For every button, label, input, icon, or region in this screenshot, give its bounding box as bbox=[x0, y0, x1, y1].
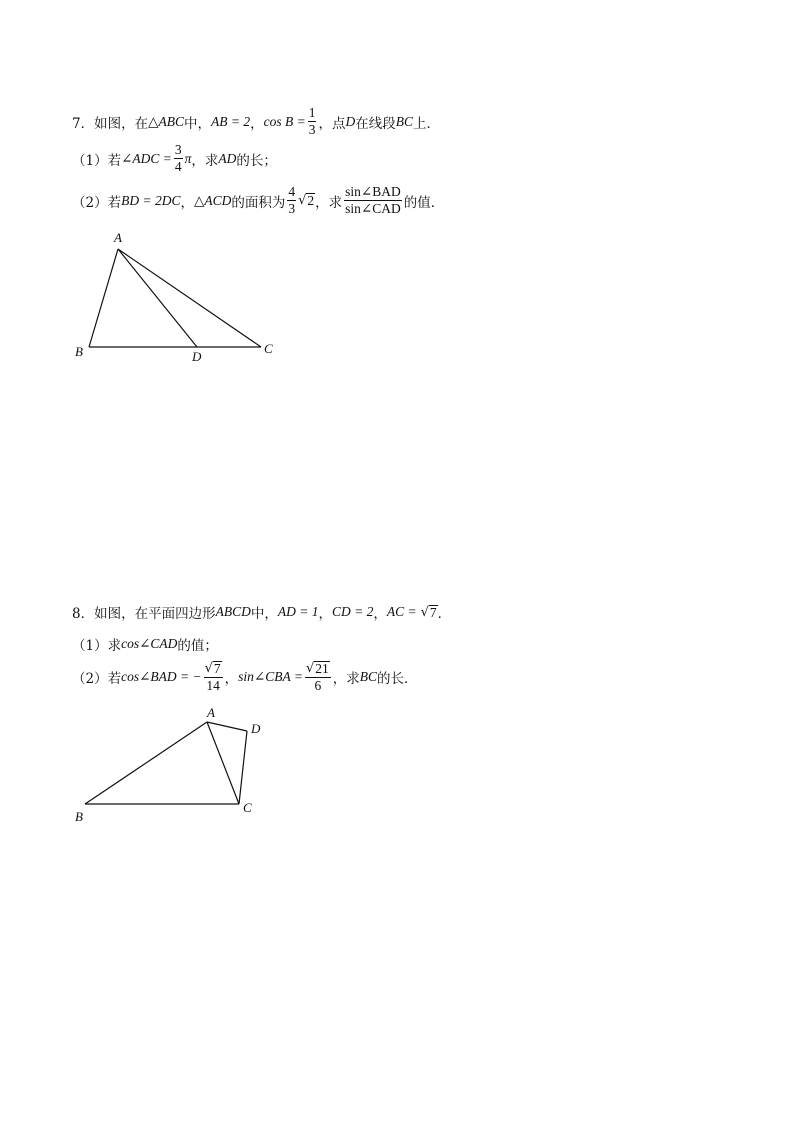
comma: ， bbox=[224, 671, 239, 687]
sin-cba-equation: sin∠CBA = bbox=[238, 669, 303, 684]
problem8-part2 bbox=[72, 661, 418, 693]
comma: ， bbox=[318, 606, 332, 622]
cos-cad: cos∠CAD bbox=[121, 636, 178, 651]
vertex-label-c: C bbox=[243, 800, 252, 815]
problem7-figure bbox=[70, 225, 290, 370]
vertex-label-c: C bbox=[264, 341, 273, 356]
vertex-label-d: D bbox=[192, 349, 202, 364]
radical-sign: √ bbox=[298, 193, 307, 208]
segment-text: 在线段 bbox=[355, 115, 396, 132]
part2-label: （2）若 bbox=[72, 194, 122, 211]
radicand: 2 bbox=[307, 193, 315, 208]
fraction-denominator: 3 bbox=[288, 201, 296, 216]
angle-adc: ∠ADC = bbox=[121, 150, 172, 166]
sine-ratio-fraction bbox=[344, 185, 402, 216]
radical-sign: √ bbox=[204, 661, 213, 676]
part2-label: （2）若 bbox=[72, 671, 122, 687]
segment-ad: AD bbox=[218, 150, 237, 166]
fraction-denominator: 3 bbox=[308, 122, 316, 137]
segment-bc: BC bbox=[395, 113, 413, 129]
problem8-end: ． bbox=[437, 606, 452, 622]
quad-abcd: ABCD bbox=[215, 604, 251, 619]
vertex-label-b: B bbox=[75, 344, 83, 359]
segment-ab bbox=[89, 249, 118, 347]
vertex-label-d: D bbox=[251, 721, 261, 736]
segment-ac bbox=[118, 249, 261, 347]
fraction-numerator: 1 bbox=[308, 105, 316, 120]
problem8-zhong: 中， bbox=[250, 606, 278, 622]
fraction-numerator: sin∠BAD bbox=[345, 184, 401, 199]
part1-end: 的值； bbox=[177, 638, 218, 654]
cos-b-label: cos B = bbox=[263, 113, 306, 129]
fraction-numerator bbox=[204, 661, 223, 678]
triangle-acd: △ACD bbox=[193, 192, 232, 208]
problem7-end: 上． bbox=[412, 115, 440, 132]
point-d: D bbox=[345, 113, 356, 129]
area-text: 的面积为 bbox=[231, 194, 286, 211]
ad-equation: AD = 1 bbox=[277, 604, 319, 619]
vertex-label-a: A bbox=[207, 705, 215, 720]
segment-dc bbox=[239, 731, 247, 804]
cos-bad-equation: cos∠BAD = − bbox=[121, 669, 202, 684]
vertex-label-a: A bbox=[114, 230, 122, 245]
segment-bc: BC bbox=[359, 669, 378, 684]
radical-sign: √ bbox=[420, 604, 429, 620]
segment-ad bbox=[207, 722, 247, 731]
problem8-intro: 8．如图，在平面四边形 bbox=[72, 606, 216, 622]
fraction-numerator bbox=[305, 661, 331, 678]
problem7-zhong: 中， bbox=[183, 115, 211, 132]
segment-ab bbox=[85, 722, 207, 804]
pi-symbol: π bbox=[184, 150, 192, 166]
triangle-abc: △ABC bbox=[148, 113, 184, 129]
problem7-intro: 7．如图，在 bbox=[72, 115, 149, 132]
ask-text: ，求 bbox=[191, 152, 219, 169]
problem8-figure bbox=[70, 700, 280, 830]
problem8-part1 bbox=[72, 634, 218, 654]
fraction-numerator: 3 bbox=[174, 142, 182, 157]
fraction-denominator: 14 bbox=[206, 678, 220, 693]
vertex-label-b: B bbox=[75, 809, 83, 824]
cos-b-fraction bbox=[308, 106, 317, 137]
fraction-denominator: sin∠CAD bbox=[345, 201, 401, 216]
sqrt-2 bbox=[298, 193, 315, 208]
segment-ac bbox=[207, 722, 239, 804]
ask-text: ，求 bbox=[332, 671, 360, 687]
part2-end: 的长． bbox=[377, 671, 418, 687]
radicand: 7 bbox=[213, 661, 221, 676]
comma: ， bbox=[250, 115, 264, 132]
point-text: ，点 bbox=[318, 115, 346, 132]
part2-end: 的值． bbox=[403, 194, 445, 211]
radical-sign: √ bbox=[305, 661, 315, 676]
comma: ， bbox=[180, 194, 194, 211]
sin-cba-fraction bbox=[305, 661, 331, 693]
problem7-part2 bbox=[72, 185, 444, 216]
fraction-denominator: 4 bbox=[174, 159, 182, 174]
comma: ， bbox=[373, 606, 387, 622]
radicand: 21 bbox=[315, 661, 329, 676]
ask-text: ，求 bbox=[315, 194, 343, 211]
area-fraction bbox=[287, 185, 296, 216]
fraction-numerator: 4 bbox=[288, 184, 296, 199]
ab-equation: AB = 2 bbox=[210, 113, 251, 129]
cos-bad-fraction bbox=[204, 661, 223, 693]
part1-label: （1）若 bbox=[72, 152, 122, 169]
segment-ad bbox=[118, 249, 197, 347]
sqrt-7 bbox=[421, 605, 438, 620]
bd-condition: BD = 2DC bbox=[121, 192, 181, 208]
radicand: 7 bbox=[429, 604, 437, 620]
part1-label: （1）求 bbox=[72, 638, 122, 654]
part1-end: 的长； bbox=[236, 152, 277, 169]
ac-equation: AC = bbox=[386, 604, 417, 619]
fraction-denominator: 6 bbox=[314, 678, 322, 693]
cd-equation: CD = 2 bbox=[331, 604, 374, 619]
problem8-statement bbox=[72, 602, 451, 622]
problem7-statement bbox=[72, 106, 440, 137]
problem7-part1 bbox=[72, 143, 277, 174]
angle-fraction bbox=[174, 143, 183, 174]
